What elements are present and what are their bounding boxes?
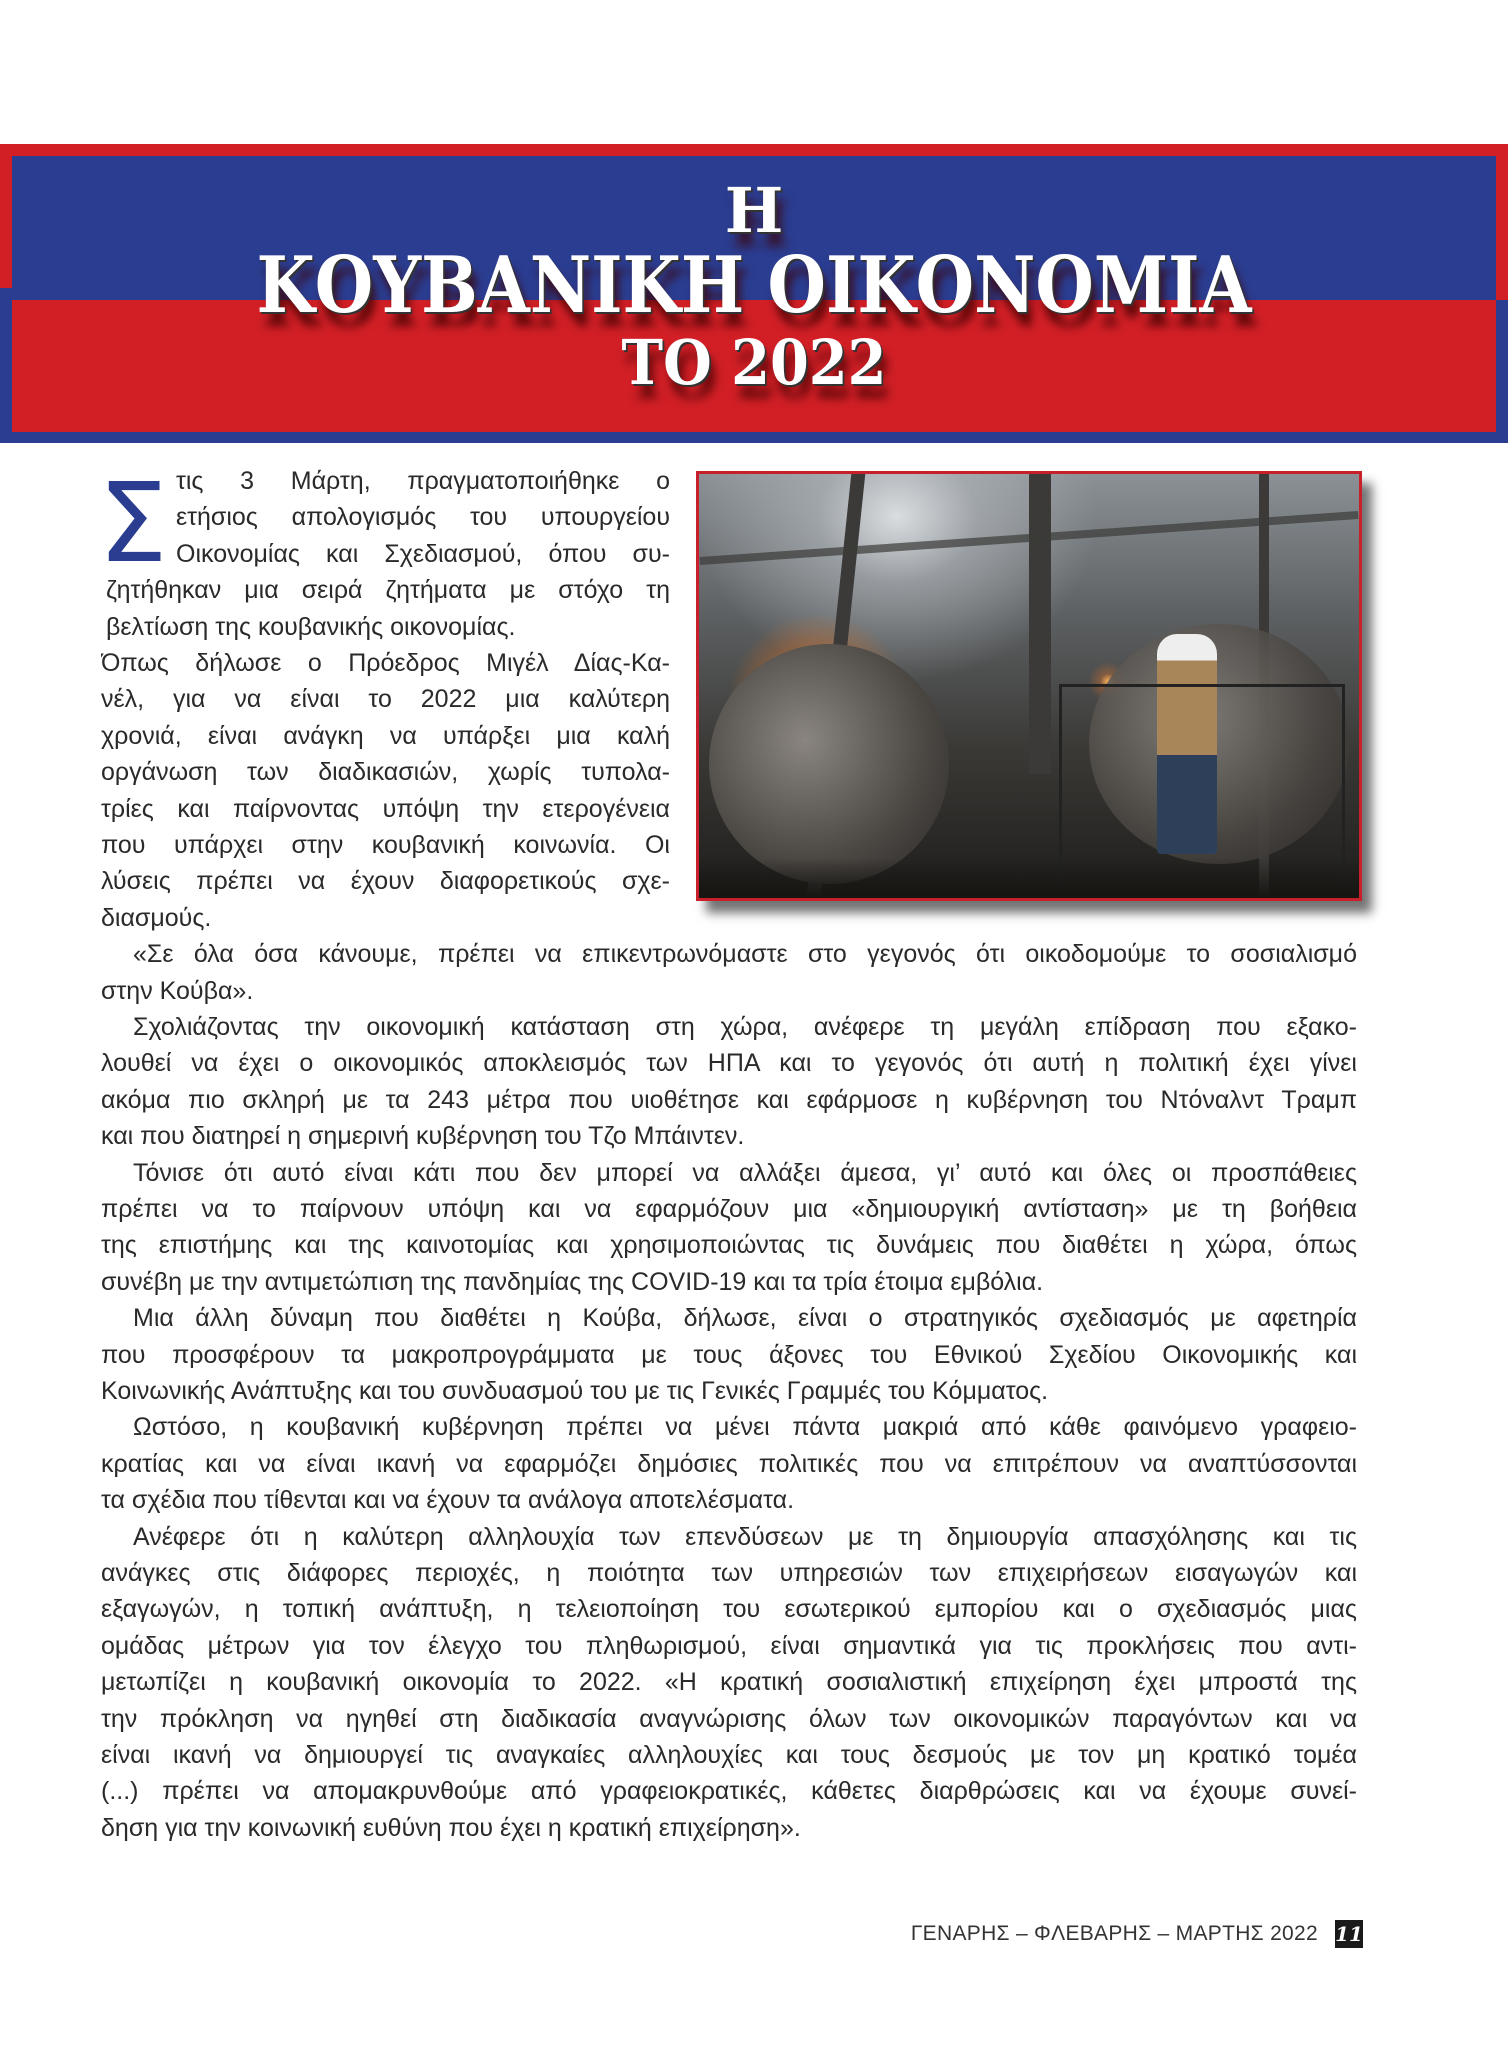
photo-railing [1059,684,1345,887]
text-line: Όπως δήλωσε ο Πρόεδρος Μιγέλ Δίας-Κα- [101,649,670,677]
drop-cap: Σ [98,459,168,587]
text-line: μετωπίζει η κουβανική οικονομία το 2022. «Η κρατική σοσιαλιστική επιχείρηση έχει μπροστά της [101,1668,1357,1696]
page-number: 11 [1335,1922,1363,1946]
banner-stripe [1496,300,1508,443]
text-line: της επιστήμης και της καινοτομίας και χρησιμοποιώντας τις δυνάμεις που διαθέτει η χώρα, όπως [101,1231,1357,1259]
text-line: διασμούς. [101,904,212,932]
text-line: ζητήθηκαν μια σειρά ζητήματα με στόχο τη [106,576,670,604]
text-line: (...) πρέπει να απομακρυνθούμε από γραφειοκρατικές, κάθετες διαρθρώσεις και να έχουμε συνεί- [101,1777,1357,1805]
article-photo-steel-mill [696,471,1362,901]
text-line: χρονιά, είναι ανάγκη να υπάρξει μια καλή [101,722,670,750]
text-line: ανάγκες στις διάφορες περιοχές, η ποιότητα των υπηρεσιών των επιχειρήσεων εισαγωγών και [101,1559,1357,1587]
title-line-3: ΤΟ 2022 [621,326,887,399]
text-line: οργάνωση των διαδικασιών, χωρίς τυπολα- [101,758,670,786]
issue-date: ΓΕΝΑΡΗΣ – ΦΛΕΒΑΡΗΣ – ΜΑΡΤΗΣ 2022 [910,1922,1318,1945]
text-line: κρατίας και να είναι ικανή να εφαρμόζει δημόσιες πολιτικές που να επιτρέπουν να αναπτύσσονται [101,1450,1357,1478]
text-line: «Σε όλα όσα κάνουμε, πρέπει να επικεντρωνόμαστε στο γεγονός ότι οικοδομούμε το σοσιαλισμό [133,940,1357,968]
text-line: τα σχέδια που τίθενται και να έχουν τα ανάλογα αποτελέσματα. [101,1486,795,1514]
text-line: Σχολιάζοντας την οικονομική κατάσταση στη χώρα, ανέφερε τη μεγάλη επίδραση που εξακο- [133,1013,1357,1041]
text-line: ετήσιος απολογισμός του υπουργείου [176,503,670,531]
text-line: είναι ικανή να δημιουργεί τις αναγκαίες αλληλουχίες και τους δεσμούς με τον μη κρατικό τομέα [101,1741,1357,1769]
text-line: την πρόκληση να ηγηθεί στη διαδικασία αναγνώρισης όλων των οικονομικών παραγόντων και να [101,1705,1357,1733]
text-line: νέλ, για να είναι το 2022 μια καλύτερη [101,685,670,713]
text-line: ακόμα πιο σκληρή με τα 243 μέτρα που υιοθέτησε και εφάρμοσε η κυβέρνηση του Ντόναλντ Τραμπ [101,1086,1357,1114]
text-line: Ωστόσο, η κουβανική κυβέρνηση πρέπει να μένει πάντα μακριά από κάθε φαινόμενο γραφειο- [133,1413,1357,1441]
text-line: λουθεί να έχει ο οικονομικός αποκλεισμός των ΗΠΑ και το γεγονός ότι αυτή η πολιτική έχει γίνει [101,1049,1357,1077]
text-line: εξαγωγών, η τοπική ανάπτυξη, η τελειοποίηση του εσωτερικού εμπορίου και ο σχεδιασμός μιας [101,1595,1357,1623]
text-line: Ανέφερε ότι η καλύτερη αλληλουχία των επενδύσεων με τη δημιουργία απασχόλησης και τις [133,1523,1357,1551]
text-line: πρέπει να το παίρνουν υπόψη και να εφαρμόζουν μια «δημιουργική αντίσταση» με τη βοήθεια [101,1195,1357,1223]
text-line: που προσφέρουν τα μακροπρογράμματα με τους άξονες του Εθνικού Σχεδίου Οικονομικής και [101,1341,1357,1369]
banner-stripe [0,288,12,443]
title-banner [0,144,1508,443]
text-line: δηση για την κοινωνική ευθύνη που έχει η κρατική επιχείρηση». [101,1814,801,1842]
title-line-2: ΚΟΥΒΑΝΙΚΗ ΟΙΚΟΝΟΜΙΑ [256,240,1252,331]
photo-floor [699,858,1359,898]
text-line: λύσεις πρέπει να έχουν διαφορετικούς σχε- [101,867,670,895]
text-line: βελτίωση της κουβανικής οικονομίας. [106,613,516,641]
photo-beam [1029,474,1051,774]
text-line: ομάδας μέτρων για τον έλεγχο του πληθωρισμού, είναι σημαντικά για τις προκλήσεις που αντι- [101,1632,1357,1660]
text-line: και που διατηρεί η σημερινή κυβέρνηση του Τζο Μπάιντεν. [101,1122,745,1150]
text-line: Τόνισε ότι αυτό είναι κάτι που δεν μπορεί να αλλάξει άμεσα, γι’ αυτό και όλες οι προσπάθειες [133,1159,1357,1187]
text-line: τις 3 Μάρτη, πραγματοποιήθηκε ο [176,467,670,495]
text-line: Κοινωνικής Ανάπτυξης και του συνδυασμού του με τις Γενικές Γραμμές του Κόμματος. [101,1377,1049,1405]
banner-stripe [0,144,1508,156]
text-line: που υπάρχει στην κουβανική κοινωνία. Οι [101,831,670,859]
title-line-1: Η [724,174,784,247]
text-line: Οικονομίας και Σχεδιασμού, όπου συ- [176,540,670,568]
photo-furnace [709,644,949,884]
banner-stripe [0,432,1508,443]
text-line: τρίες και παίρνοντας υπόψη την ετερογένεια [101,795,670,823]
text-line: συνέβη με την αντιμετώπιση της πανδημίας της COVID-19 και τα τρία έτοιμα εμβόλια. [101,1268,1044,1296]
text-line: στην Κούβα». [101,977,254,1005]
text-line: Μια άλλη δύναμη που διαθέτει η Κούβα, δήλωσε, είναι ο στρατηγικός σχεδιασμός με αφετηρία [133,1304,1357,1332]
